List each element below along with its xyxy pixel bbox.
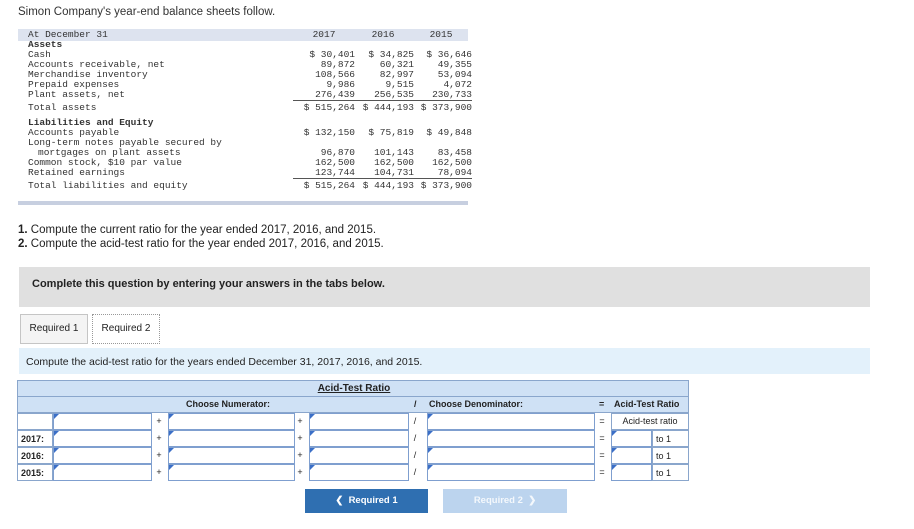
value: $ 30,401 (309, 49, 355, 60)
numerator-input-3[interactable] (309, 413, 409, 430)
row-label: Prepaid expenses (28, 79, 120, 90)
tab-required-2[interactable]: Required 2 (92, 314, 160, 344)
row-label: Common stock, $10 par value (28, 157, 182, 168)
numerator-input-1[interactable] (53, 447, 152, 464)
value: $ 132,150 (303, 127, 355, 138)
table-title-bar (17, 380, 689, 397)
assets-heading: Assets (28, 39, 63, 50)
value: $ 515,264 (303, 102, 355, 113)
year-cell (17, 447, 53, 464)
tab-required-1[interactable]: Required 1 (20, 314, 88, 344)
row-label: Total assets (28, 102, 97, 113)
value: 230,733 (410, 90, 472, 101)
denominator-input[interactable] (427, 464, 595, 481)
value: 49,355 (437, 59, 472, 70)
next-label: Required 2 (473, 495, 523, 506)
value: $ 49,848 (426, 127, 472, 138)
value: $ 444,193 (362, 180, 414, 191)
instruction-banner (19, 267, 870, 307)
to-one-cell (652, 430, 689, 447)
question-text: Compute the acid-test ratio for the year ended 2017, 2016, and 2015. (30, 238, 384, 250)
balance-sheet-footer-bar (18, 201, 468, 205)
value: 78,094 (410, 168, 472, 179)
value: $ 75,819 (368, 127, 414, 138)
value: 82,997 (379, 69, 414, 80)
numerator-input-2[interactable] (168, 430, 295, 447)
value: 162,500 (432, 157, 472, 168)
row-label: Total liabilities and equity (28, 180, 188, 191)
table-title: Acid-Test Ratio (317, 383, 391, 394)
numerator-input-2[interactable] (168, 447, 295, 464)
question-number: 2. (18, 238, 28, 250)
plus-sign: + (156, 416, 162, 426)
numerator-input-3[interactable] (309, 447, 409, 464)
plus-sign: + (297, 433, 303, 443)
numerator-input-1[interactable] (53, 464, 152, 481)
to-one-cell (652, 464, 689, 481)
slash-sign: / (413, 433, 417, 443)
tab-instruction (19, 348, 870, 374)
row-label: Cash (28, 49, 51, 60)
banner-text: Complete this question by entering your answers in the tabs below. (32, 278, 385, 290)
value: 162,500 (315, 157, 355, 168)
plus-sign: + (156, 467, 162, 477)
value: $ 515,264 (303, 180, 355, 191)
value: 60,321 (379, 59, 414, 70)
question-number: 1. (18, 224, 28, 236)
balance-sheet (18, 29, 472, 205)
to-one-cell (652, 447, 689, 464)
numerator-header: Choose Numerator: (186, 399, 271, 409)
bs-row-retained (28, 167, 472, 178)
year-cell (17, 464, 53, 481)
equals-header: = (599, 399, 605, 409)
liabilities-heading: Liabilities and Equity (28, 117, 154, 128)
bs-header-row (28, 30, 468, 40)
plus-sign: + (156, 450, 162, 460)
row-label: Retained earnings (28, 167, 125, 178)
ratio-input[interactable] (611, 464, 652, 481)
value: 123,744 (293, 168, 355, 179)
value: 96,870 (320, 147, 355, 158)
result-subheader: Acid-test ratio (611, 413, 689, 430)
value: 9,515 (385, 79, 414, 90)
value: $ 34,825 (368, 49, 414, 60)
table-header-row (17, 397, 689, 413)
year-label: 2015: (21, 468, 45, 478)
bs-year-2016: 2016 (371, 29, 395, 40)
row-label: mortgages on plant assets (38, 147, 181, 158)
row-label: Plant assets, net (28, 89, 125, 100)
year-label: 2016: (21, 451, 45, 461)
year-cell (17, 430, 53, 447)
value: 108,566 (315, 69, 355, 80)
question-list (18, 223, 384, 251)
numerator-input-1[interactable] (53, 413, 152, 430)
value: 104,731 (352, 168, 414, 179)
value: $ 373,900 (420, 102, 472, 113)
row-label: Accounts receivable, net (28, 59, 165, 70)
plus-sign: + (156, 433, 162, 443)
intro-text: Simon Company's year-end balance sheets follow. (18, 6, 276, 18)
question-text: Compute the current ratio for the year ended 2017, 2016, and 2015. (30, 224, 377, 236)
bs-year-2015: 2015 (429, 29, 453, 40)
acid-test-table (17, 380, 689, 482)
bs-header-label: At December 31 (28, 29, 108, 40)
denominator-input[interactable] (427, 413, 595, 430)
equals-sign: = (599, 433, 605, 443)
prev-label: Required 1 (348, 495, 398, 506)
year-label: 2017: (21, 434, 45, 444)
value: $ 444,193 (362, 102, 414, 113)
value: 276,439 (293, 90, 355, 101)
denominator-input[interactable] (427, 447, 595, 464)
value: 4,072 (443, 79, 472, 90)
ratio-input[interactable] (611, 447, 652, 464)
equals-sign: = (599, 450, 605, 460)
year-cell (17, 413, 53, 430)
numerator-input-3[interactable] (309, 464, 409, 481)
plus-sign: + (297, 450, 303, 460)
row-label: Merchandise inventory (28, 69, 148, 80)
next-button[interactable] (443, 489, 567, 513)
value: 89,872 (320, 59, 355, 70)
value: 256,535 (352, 90, 414, 101)
value: $ 36,646 (426, 49, 472, 60)
instruction-text: Compute the acid-test ratio for the years ended December 31, 2017, 2016, and 2015. (26, 356, 423, 368)
equals-sign: = (599, 467, 605, 477)
numerator-input-1[interactable] (53, 430, 152, 447)
value: $ 373,900 (420, 180, 472, 191)
slash-sign: / (413, 450, 417, 460)
numerator-input-3[interactable] (309, 430, 409, 447)
question-1 (18, 223, 384, 237)
numerator-input-2[interactable] (168, 464, 295, 481)
bs-row-plant (28, 89, 472, 100)
result-header: Acid-Test Ratio (614, 399, 680, 409)
value: 162,500 (374, 157, 414, 168)
denominator-input[interactable] (427, 430, 595, 447)
slash-header: / (414, 399, 417, 409)
denominator-header: Choose Denominator: (429, 399, 524, 409)
value: 101,143 (374, 147, 414, 158)
row-label: Long-term notes payable secured by (28, 137, 222, 148)
bs-row-total-le (28, 180, 472, 191)
slash-sign: / (413, 416, 417, 426)
bs-row-total-assets (28, 102, 472, 113)
bs-year-2017: 2017 (312, 29, 336, 40)
chevron-left-icon: ❮ (335, 495, 344, 506)
to-one-label: to 1 (656, 451, 672, 461)
row-label: Accounts payable (28, 127, 120, 138)
numerator-input-2[interactable] (168, 413, 295, 430)
question-2 (18, 237, 384, 251)
value: 53,094 (437, 69, 472, 80)
value: 83,458 (437, 147, 472, 158)
slash-sign: / (413, 467, 417, 477)
chevron-right-icon: ❯ (528, 495, 537, 506)
plus-sign: + (297, 416, 303, 426)
to-one-label: to 1 (656, 434, 672, 444)
to-one-label: to 1 (656, 468, 672, 478)
prev-button[interactable] (305, 489, 428, 513)
value: 9,986 (326, 79, 355, 90)
plus-sign: + (297, 467, 303, 477)
ratio-input[interactable] (611, 430, 652, 447)
equals-sign: = (599, 416, 605, 426)
